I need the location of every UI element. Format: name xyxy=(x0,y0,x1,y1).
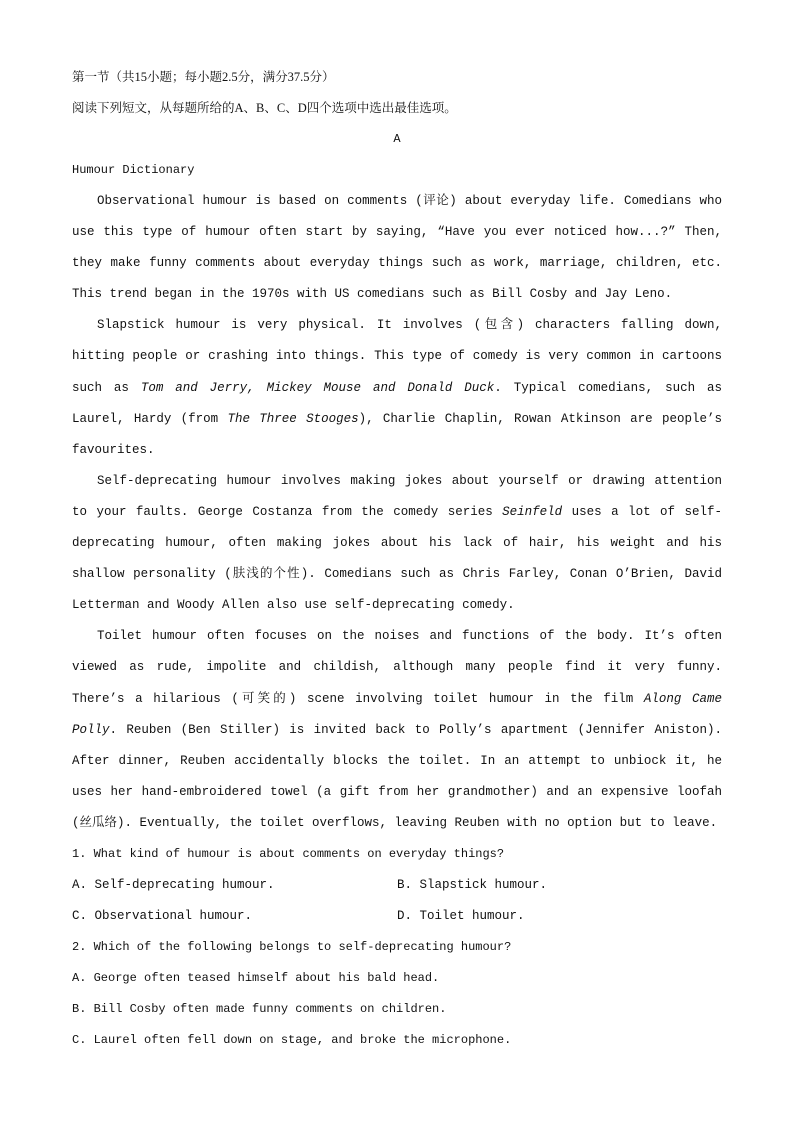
question-1-options-row-2 xyxy=(72,901,722,932)
passage-letter: A xyxy=(393,132,401,146)
passage-title: Humour Dictionary xyxy=(72,163,195,177)
question-1-options-row-1 xyxy=(72,870,722,901)
option-c: C. Laurel often fell down on stage, and broke the microphone. xyxy=(72,1032,512,1047)
paragraph-toilet xyxy=(72,621,722,839)
paragraph-text: uses a lot of self-deprecating humour, often making jokes about his lack of hair, his weight and his shallow personality (肤浅的个性). Comedians such as Chris Farley, Conan O’Brien, David Letterman and Woody Allen also use self-deprecating comedy. xyxy=(72,504,722,613)
question-1-stem: 1. What kind of humour is about comments on everyday things? xyxy=(72,846,505,861)
option-b: B. Slapstick humour. xyxy=(397,877,548,892)
option-a: A. George often teased himself about his bald head. xyxy=(72,970,440,985)
paragraph-observational: Observational humour is based on comments (评论) about everyday life. Comedians who use this type of humour often start by saying, “Have you ever noticed how...?” Then, they make funny comments about everyday things such as work, marriage, children, etc. This trend began in the 1970s with US comedians such as Bill Cosby and Jay Leno. xyxy=(72,194,722,302)
option-c: C. Observational humour. xyxy=(72,908,253,923)
question-2-stem: 2. Which of the following belongs to self-deprecating humour? xyxy=(72,939,512,954)
paragraph-text: Self-deprecating humour involves making jokes about yourself or drawing attention to your faults. George Costanza from the comedy series xyxy=(72,473,722,519)
italic-title: Seinfeld xyxy=(502,504,563,519)
paragraph-slapstick xyxy=(72,310,722,465)
instruction-text: 阅读下列短文，从每题所给的A、B、C、D四个选项中选出最佳选项。 xyxy=(72,101,457,115)
paragraph-text: . Reuben (Ben Stiller) is invited back to Polly’s apartment (Jennifer Aniston). After dinner, Reuben accidentally blocks the toilet. In an attempt to unbiock it, he uses her hand-embroidered towel (a gift from her grandmother) and an expensive loofah (丝瓜络). Eventually, the toilet overflows, leaving Reuben with no option but to leave. xyxy=(72,722,722,830)
option-a: A. Self-deprecating humour. xyxy=(72,877,275,892)
italic-title: Along Came Polly xyxy=(72,691,722,737)
paragraph-text: Slapstick humour is very physical. It involves (包含) characters falling down, hitting people or crashing into things. This type of comedy is very common in cartoons such as xyxy=(72,318,722,395)
italic-title: The Three Stooges xyxy=(227,411,359,426)
option-b: B. Bill Cosby often made funny comments on children. xyxy=(72,1001,447,1016)
option-d: D. Toilet humour. xyxy=(397,908,525,923)
section-header: 第一节（共15小题；每小题2.5分，满分37.5分） xyxy=(72,70,335,84)
italic-titles: Tom and Jerry, Mickey Mouse and Donald Duck xyxy=(140,380,495,395)
paragraph-self-deprecating xyxy=(72,466,722,621)
exam-page xyxy=(72,62,722,1056)
paragraph-text: Toilet humour often focuses on the noises and functions of the body. It’s often viewed as rude, impolite and childish, although many people find it very funny. There’s a hilarious (可笑的) scene involving toilet humour in the film xyxy=(72,629,722,706)
paragraph-text: ), Charlie Chaplin, Rowan Atkinson are people’s favourites. xyxy=(72,411,722,457)
paragraph-text: . Typical comedians, such as Laurel, Hardy (from xyxy=(72,380,722,426)
